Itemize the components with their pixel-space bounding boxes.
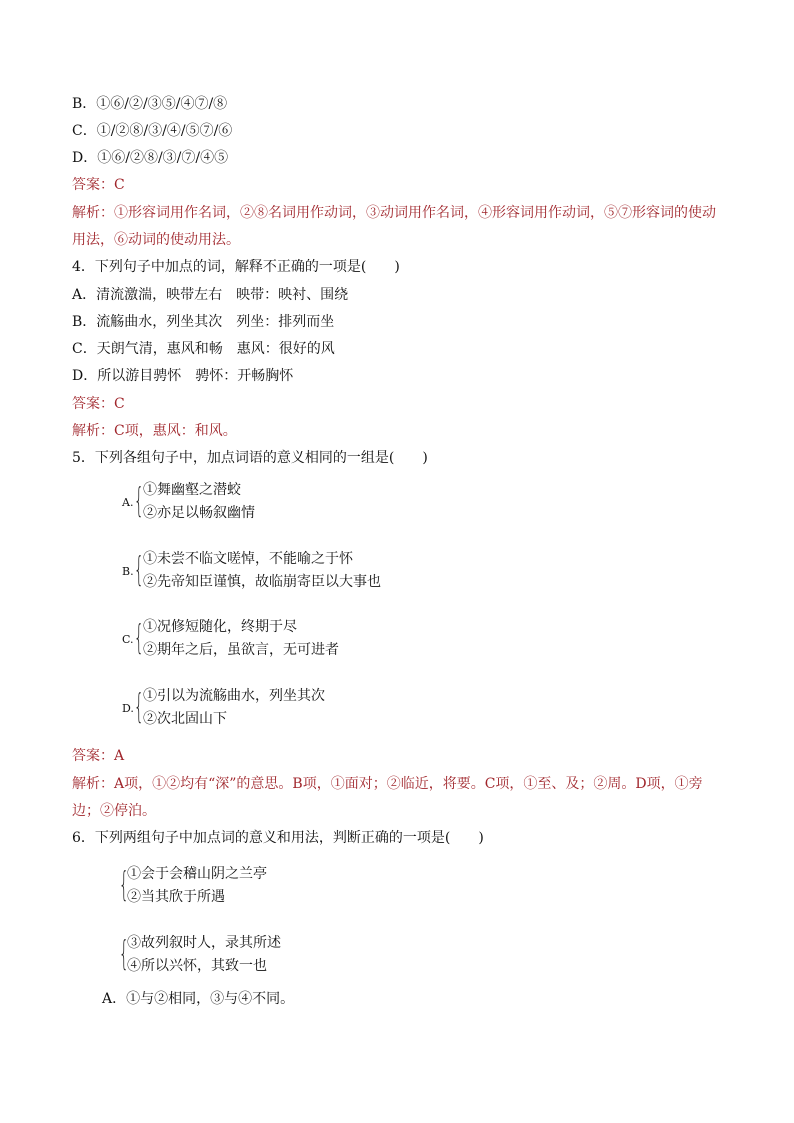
q6-sentence4: ④所以兴怀，其致一也 — [127, 958, 267, 974]
q4-option-d: D．所以游目骋怀 骋怀：开畅胸怀 — [72, 368, 294, 384]
brace-icon: { — [134, 481, 144, 521]
brace-icon: { — [119, 865, 129, 905]
q5-option-d-label: D. — [122, 702, 134, 715]
q5-option-b-sentence2: ②先帝知臣谨慎，故临崩寄臣以大事也 — [143, 574, 381, 590]
q3-option-b: B．①⑥/②/③⑤/④⑦/⑧ — [72, 96, 228, 112]
q3-explanation-line2: 用法，⑥动词的使动用法。 — [72, 232, 240, 248]
q5-option-b-label: B. — [122, 565, 134, 578]
q4-option-b: B．流觞曲水，列坐其次 列坐：排列而坐 — [72, 314, 335, 330]
brace-icon: { — [134, 687, 144, 727]
q4-option-a: A．清流激湍，映带左右 映带：映衬、围绕 — [72, 287, 349, 303]
q4-option-c: C．天朗气清，惠风和畅 惠风：很好的风 — [72, 341, 335, 357]
brace-icon: { — [134, 550, 144, 590]
q4-stem: 4．下列句子中加点的词，解释不正确的一项是( ) — [72, 259, 400, 275]
q5-option-c-sentence2: ②期年之后，虽欲言，无可进者 — [143, 642, 339, 658]
q5-option-d-sentence2: ②次北固山下 — [143, 711, 227, 727]
q5-stem: 5．下列各组句子中，加点词语的意义相同的一组是( ) — [72, 450, 428, 466]
q5-explanation-line1: 解析：A项，①②均有“深”的意思。B项，①面对；②临近，将要。C项，①至、及；②周。D项，①旁 — [72, 776, 703, 792]
q6-stem: 6．下列两组句子中加点词的意义和用法，判断正确的一项是( ) — [72, 830, 484, 846]
q6-sentence2: ②当其欣于所遇 — [127, 889, 225, 905]
q3-explanation-line1: 解析：①形容词用作名词，②⑧名词用作动词，③动词用作名词，④形容词用作动词，⑤⑦形容词的使动 — [72, 205, 716, 221]
q5-option-b-sentence1: ①未尝不临文嗟悼，不能喻之于怀 — [143, 551, 353, 567]
q5-option-c-label: C. — [122, 633, 134, 646]
q4-answer: 答案：C — [72, 396, 125, 412]
q5-option-a-sentence2: ②亦足以畅叙幽情 — [143, 505, 255, 521]
q5-explanation-line2: 边；②停泊。 — [72, 803, 156, 819]
q5-option-a-label: A. — [122, 496, 134, 509]
q5-answer: 答案：A — [72, 748, 125, 764]
brace-icon: { — [119, 934, 129, 974]
q5-option-c-sentence1: ①况修短随化，终期于尽 — [143, 619, 297, 635]
q4-explanation: 解析：C项，惠风：和风。 — [72, 423, 237, 439]
q5-option-a-sentence1: ①舞幽壑之潜蛟 — [143, 482, 241, 498]
q6-option-a: A．①与②相同，③与④不同。 — [102, 991, 295, 1007]
q3-option-d: D．①⑥/②⑧/③/⑦/④⑤ — [72, 150, 229, 166]
brace-icon: { — [134, 618, 144, 658]
q3-option-c: C．①/②⑧/③/④/⑤⑦/⑥ — [72, 123, 233, 139]
q5-option-d-sentence1: ①引以为流觞曲水，列坐其次 — [143, 688, 325, 704]
q6-sentence1: ①会于会稽山阴之兰亭 — [127, 866, 267, 882]
q3-answer: 答案：C — [72, 177, 125, 193]
q6-sentence3: ③故列叙时人，录其所述 — [127, 935, 281, 951]
